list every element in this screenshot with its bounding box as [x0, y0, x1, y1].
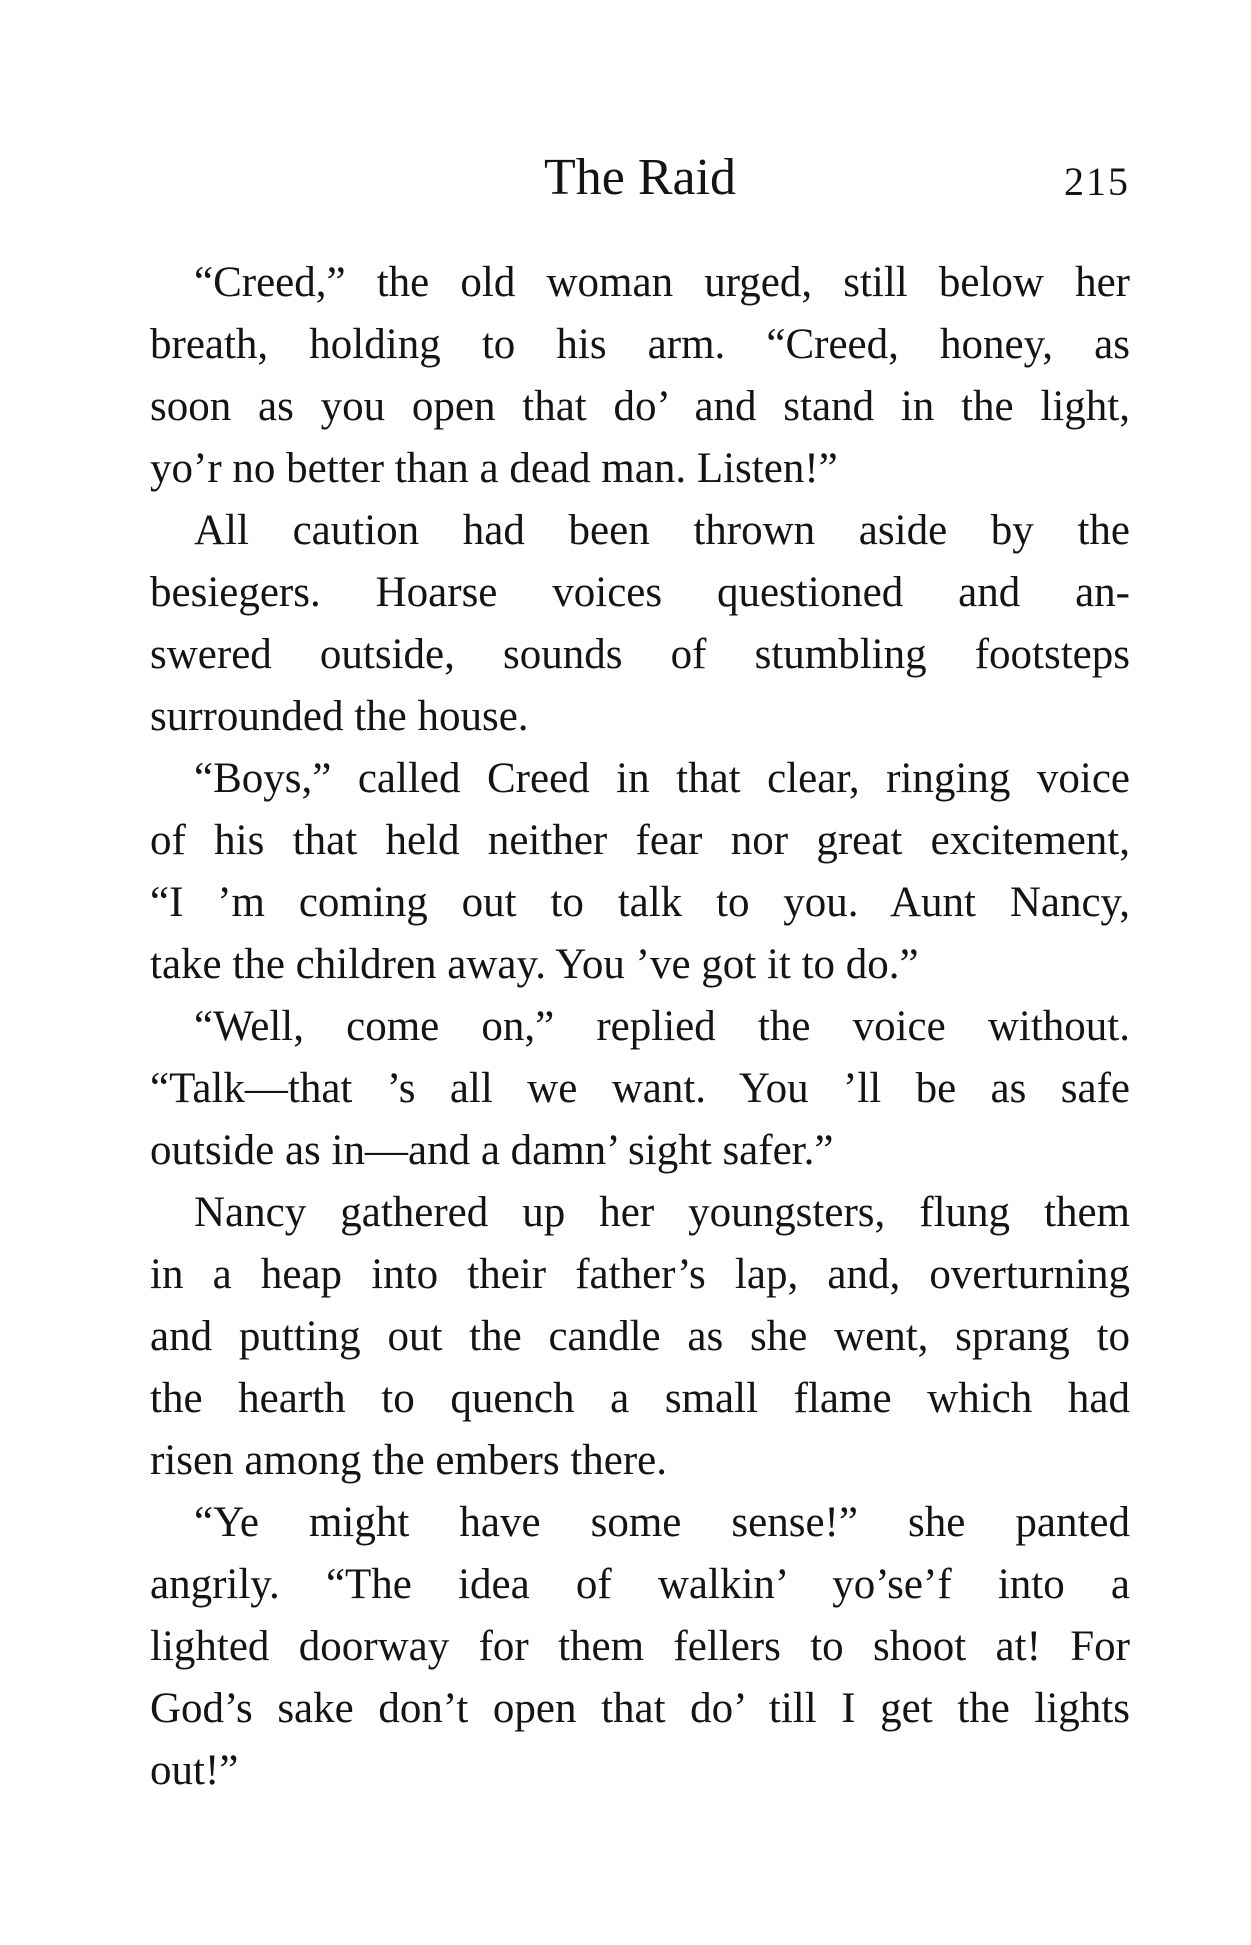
running-head [150, 148, 1130, 208]
text-line: out!” [150, 1747, 239, 1794]
text-line: and putting out the candle as she went, sprang to [150, 1313, 1130, 1360]
text-line: breath, holding to his arm. “Creed, honey, as [150, 321, 1130, 368]
text-line: the hearth to quench a small flame which had [150, 1375, 1130, 1422]
text-line: lighted doorway for them fellers to shoot at! For [150, 1623, 1130, 1670]
text-line: besiegers. Hoarse voices questioned and an- [150, 569, 1130, 616]
text-line: in a heap into their father’s lap, and, overturning [150, 1251, 1130, 1298]
body-text [150, 252, 1130, 1802]
text-line: yo’r no better than a dead man. Listen!” [150, 445, 838, 492]
text-line: surrounded the house. [150, 693, 529, 740]
chapter-title: The Raid [543, 149, 737, 206]
text-line: outside as in—and a damn’ sight safer.” [150, 1127, 834, 1174]
page-number: 215 [1064, 159, 1130, 204]
text-line: “Creed,” the old woman urged, still below her [194, 259, 1130, 306]
text-line: take the children away. You ’ve got it to do.” [150, 941, 919, 988]
text-line: God’s sake don’t open that do’ till I get the lights [150, 1685, 1130, 1732]
text-line: angrily. “The idea of walkin’ yo’se’f into a [150, 1561, 1130, 1608]
text-line: “I ’m coming out to talk to you. Aunt Nancy, [150, 879, 1130, 926]
text-line: of his that held neither fear nor great excitement, [150, 817, 1130, 864]
text-line: Nancy gathered up her youngsters, flung them [194, 1189, 1130, 1236]
text-line: “Talk—that ’s all we want. You ’ll be as safe [150, 1065, 1130, 1112]
text-line: swered outside, sounds of stumbling footsteps [150, 631, 1130, 678]
text-line: All caution had been thrown aside by the [194, 507, 1130, 554]
text-line: “Boys,” called Creed in that clear, ringing voice [194, 755, 1130, 802]
text-line: risen among the embers there. [150, 1437, 668, 1484]
text-line: “Ye might have some sense!” she panted [194, 1499, 1130, 1546]
text-line: soon as you open that do’ and stand in the light, [150, 383, 1130, 430]
text-line: “Well, come on,” replied the voice without. [194, 1003, 1130, 1050]
